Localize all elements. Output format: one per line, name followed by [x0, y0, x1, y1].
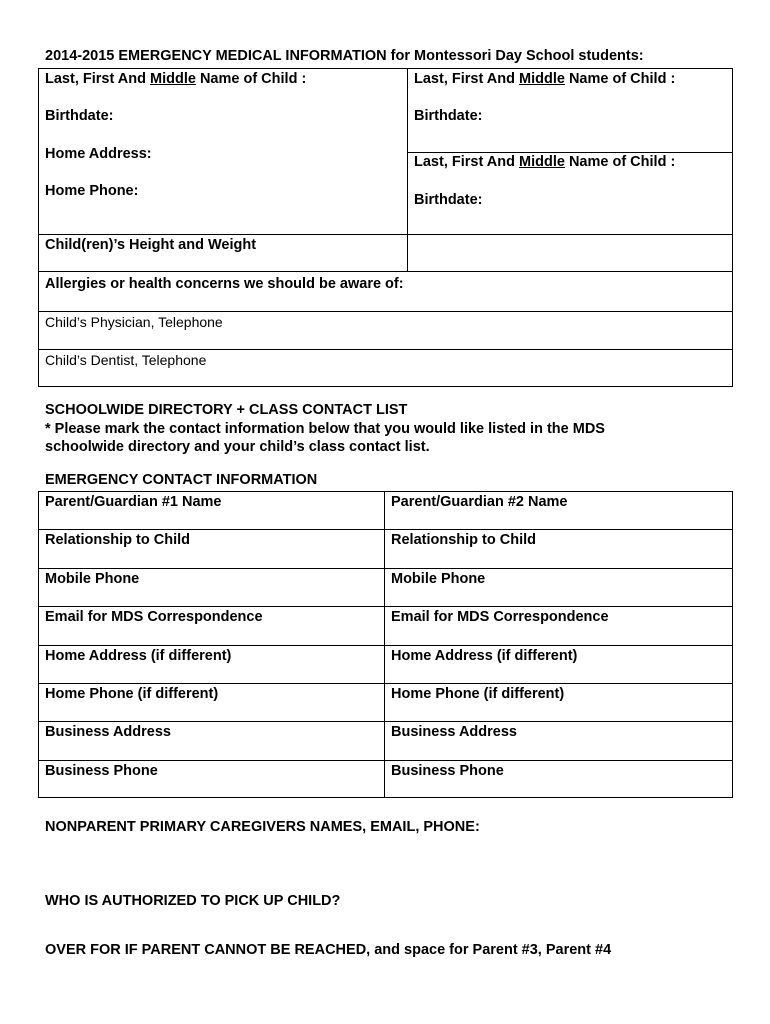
child-name-label: Last, First And Middle Name of Child : [414, 71, 676, 87]
parent2-field-label: Relationship to Child [391, 532, 536, 548]
parent1-field-label: Home Phone (if different) [45, 686, 219, 702]
parent2-field-label: Home Phone (if different) [391, 686, 565, 702]
emergency-table-rule [38, 721, 733, 722]
emergency-heading: EMERGENCY CONTACT INFORMATION [45, 472, 318, 488]
parent1-field-label: Home Address (if different) [45, 648, 232, 664]
emergency-table-rule [38, 683, 733, 684]
emergency-table-rule [38, 529, 733, 530]
parent2-field-label: Business Phone [391, 763, 504, 779]
parent1-field-label: Email for MDS Correspondence [45, 609, 263, 625]
parent1-field-label: Mobile Phone [45, 571, 140, 587]
parent2-field-label: Parent/Guardian #2 Name [391, 494, 568, 510]
over-note: OVER FOR IF PARENT CANNOT BE REACHED, and space for Parent #3, Parent #4 [45, 942, 612, 958]
page-title: 2014-2015 EMERGENCY MEDICAL INFORMATION for Montessori Day School students: [45, 48, 644, 64]
emergency-table-rule [38, 568, 733, 569]
birthdate-label: Birthdate: [45, 108, 114, 124]
child-name-label: Last, First And Middle Name of Child : [45, 71, 307, 87]
directory-heading: SCHOOLWIDE DIRECTORY + CLASS CONTACT LIST [45, 402, 408, 418]
emergency-table-rule [38, 760, 733, 761]
dentist-label: Child’s Dentist, Telephone [45, 352, 207, 368]
child-table-rule [38, 234, 733, 235]
directory-note: schoolwide directory and your child’s class contact list. [45, 439, 430, 455]
home-address-label: Home Address: [45, 146, 152, 162]
birthdate-label: Birthdate: [414, 192, 483, 208]
caregivers-heading: NONPARENT PRIMARY CAREGIVERS NAMES, EMAIL, PHONE: [45, 819, 480, 835]
medical-table-rule [38, 349, 733, 350]
allergies-label: Allergies or health concerns we should be aware of: [45, 276, 404, 292]
directory-note: * Please mark the contact information below that you would like listed in the MDS [45, 421, 605, 437]
pickup-heading: WHO IS AUTHORIZED TO PICK UP CHILD? [45, 893, 341, 909]
parent1-field-label: Parent/Guardian #1 Name [45, 494, 222, 510]
parent1-field-label: Business Address [45, 724, 171, 740]
child-table-divider [407, 68, 408, 272]
parent1-field-label: Relationship to Child [45, 532, 190, 548]
physician-label: Child’s Physician, Telephone [45, 314, 223, 330]
home-phone-label: Home Phone: [45, 183, 139, 199]
emergency-table-rule [38, 606, 733, 607]
child-table-rule [407, 152, 733, 153]
parent2-field-label: Business Address [391, 724, 517, 740]
birthdate-label: Birthdate: [414, 108, 483, 124]
child-name-label: Last, First And Middle Name of Child : [414, 154, 676, 170]
medical-table-rule [38, 311, 733, 312]
emergency-table-rule [38, 645, 733, 646]
parent2-field-label: Mobile Phone [391, 571, 486, 587]
parent1-field-label: Business Phone [45, 763, 158, 779]
parent2-field-label: Home Address (if different) [391, 648, 578, 664]
parent2-field-label: Email for MDS Correspondence [391, 609, 609, 625]
height-weight-label: Child(ren)’s Height and Weight [45, 237, 257, 253]
